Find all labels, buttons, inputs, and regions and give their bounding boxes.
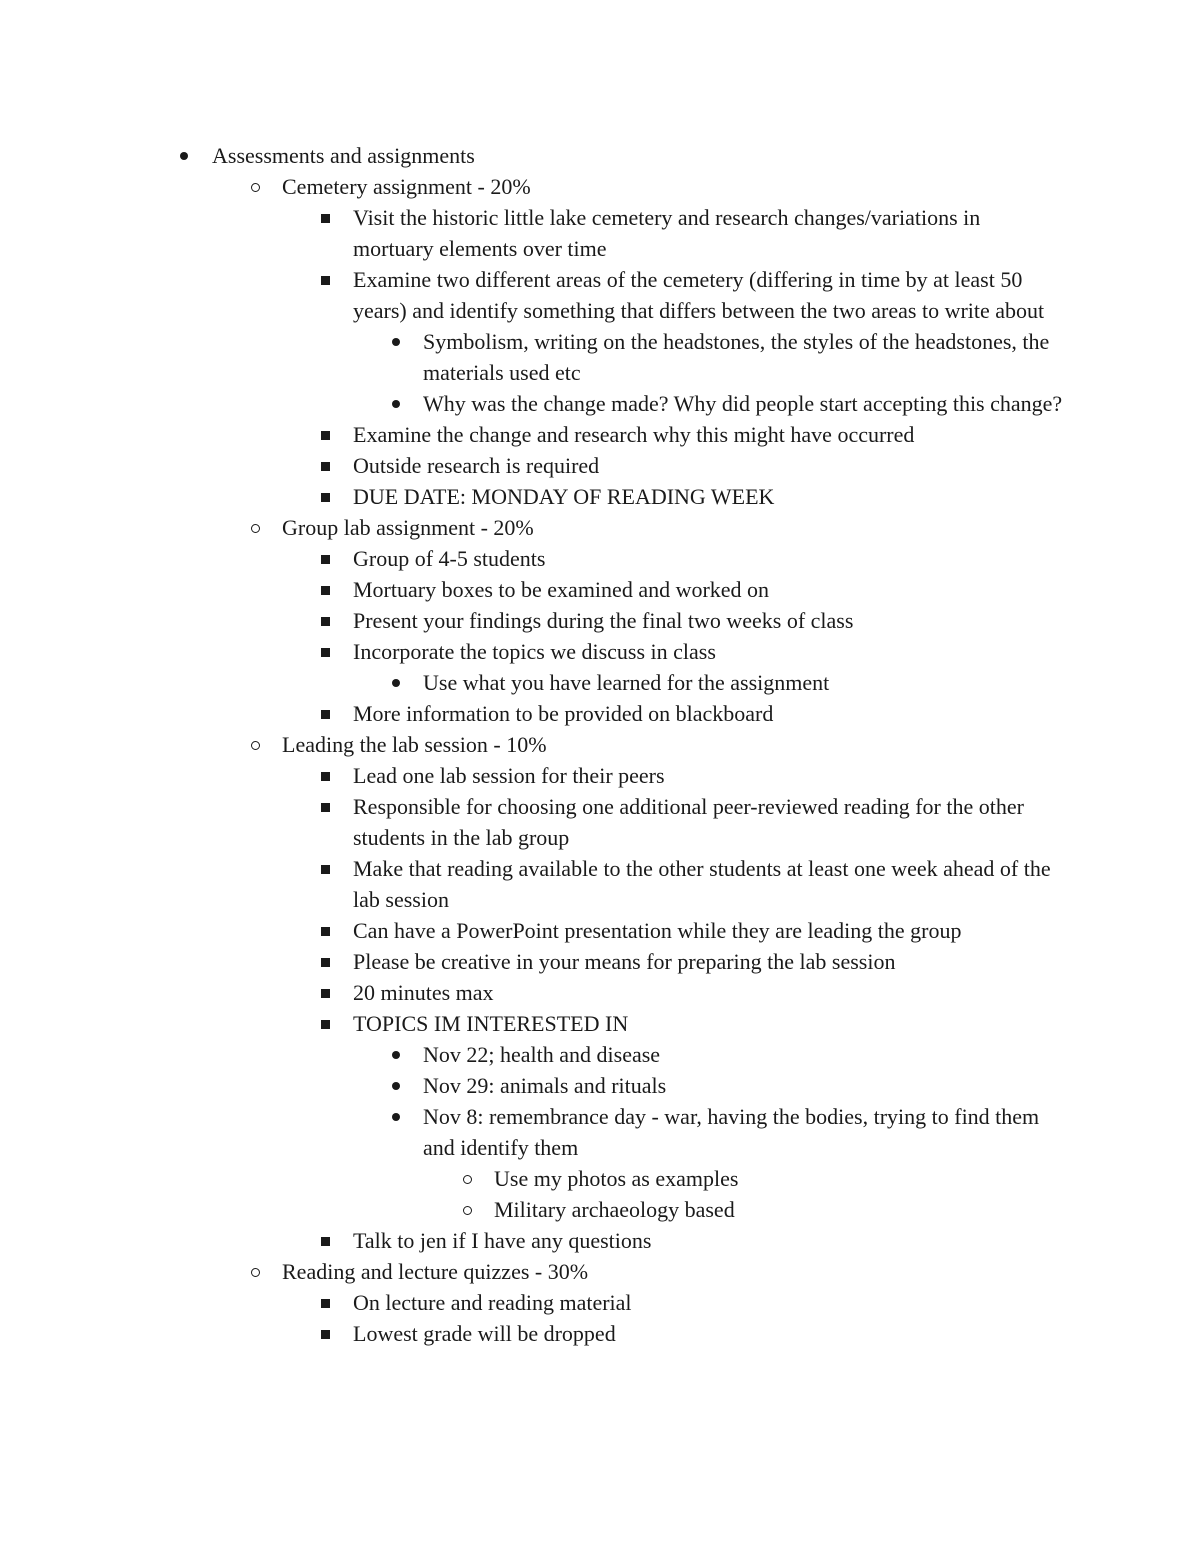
bullet-square-icon — [313, 791, 337, 822]
bullet-square-icon — [313, 1318, 337, 1349]
list-item — [0, 698, 1058, 729]
bullet-circle-icon — [243, 729, 267, 760]
list-item-text: On lecture and reading material — [353, 1290, 632, 1315]
bullet-square-icon — [313, 977, 337, 1008]
bullet-dot-icon — [172, 140, 196, 171]
bullet-dot-icon — [384, 1039, 408, 1070]
bullet-circle-icon — [455, 1163, 479, 1194]
list-item — [0, 512, 1072, 543]
topics-heading: TOPICS IM INTERESTED IN — [353, 1011, 629, 1036]
bullet-square-icon — [313, 202, 337, 233]
list-item — [0, 977, 1058, 1008]
bullet-circle-icon — [243, 512, 267, 543]
list-item — [0, 915, 1058, 946]
list-item — [0, 1008, 1058, 1039]
bullet-circle-icon — [455, 1194, 479, 1225]
list-item — [0, 636, 1058, 667]
list-item-text: Responsible for choosing one additional peer-reviewed reading for the other students in the lab group — [353, 794, 1024, 850]
bullet-circle-icon — [243, 1256, 267, 1287]
list-item-text: Group of 4-5 students — [353, 546, 546, 571]
list-item — [0, 1070, 1063, 1101]
list-item-text: Present your findings during the final two weeks of class — [353, 608, 854, 633]
list-item — [0, 667, 1063, 698]
list-item — [0, 729, 1072, 760]
list-item — [0, 946, 1058, 977]
list-item — [0, 1318, 1058, 1349]
list-item-text: Talk to jen if I have any questions — [353, 1228, 652, 1253]
list-item — [0, 264, 1058, 326]
list-item-text: Make that reading available to the other students at least one week ahead of the lab session — [353, 856, 1051, 912]
bullet-square-icon — [313, 605, 337, 636]
assignment-heading: Leading the lab session - 10% — [282, 732, 547, 757]
assignment-heading: Reading and lecture quizzes - 30% — [282, 1259, 589, 1284]
bullet-square-icon — [313, 636, 337, 667]
bullet-square-icon — [313, 853, 337, 884]
topic-item: Nov 8: remembrance day - war, having the bodies, trying to find them and identify them — [423, 1104, 1040, 1160]
bullet-square-icon — [313, 1287, 337, 1318]
bullet-square-icon — [313, 915, 337, 946]
list-item-text: Visit the historic little lake cemetery and research changes/variations in mortuary elements over time — [353, 205, 981, 261]
list-item — [0, 543, 1058, 574]
bullet-circle-icon — [243, 171, 267, 202]
bullet-square-icon — [313, 946, 337, 977]
list-item-text: Military archaeology based — [494, 1197, 735, 1222]
bullet-square-icon — [313, 481, 337, 512]
list-item-text: Please be creative in your means for preparing the lab session — [353, 949, 896, 974]
bullet-dot-icon — [384, 326, 408, 357]
bullet-square-icon — [313, 760, 337, 791]
list-item-text: Why was the change made? Why did people start accepting this change? — [423, 391, 1063, 416]
list-item — [0, 202, 1058, 264]
list-item — [0, 760, 1058, 791]
list-item — [0, 450, 1058, 481]
list-item — [0, 1256, 1072, 1287]
list-item — [0, 1287, 1058, 1318]
topic-item: Nov 22; health and disease — [423, 1042, 661, 1067]
assignment-heading: Group lab assignment - 20% — [282, 515, 534, 540]
list-item — [0, 605, 1058, 636]
bullet-square-icon — [313, 1225, 337, 1256]
list-item-text: Outside research is required — [353, 453, 600, 478]
list-item — [0, 326, 1063, 388]
list-item-text: Lowest grade will be dropped — [353, 1321, 616, 1346]
list-item-text: Can have a PowerPoint presentation while they are leading the group — [353, 918, 962, 943]
list-item-text: Mortuary boxes to be examined and worked on — [353, 577, 770, 602]
bullet-square-icon — [313, 450, 337, 481]
list-item-text: Use what you have learned for the assignment — [423, 670, 830, 695]
bullet-square-icon — [313, 543, 337, 574]
list-item — [0, 140, 1072, 171]
list-item — [0, 853, 1058, 915]
bullet-square-icon — [313, 1008, 337, 1039]
bullet-dot-icon — [384, 1070, 408, 1101]
section-title: Assessments and assignments — [212, 143, 475, 168]
list-item-text: More information to be provided on blackboard — [353, 701, 774, 726]
due-date-text: DUE DATE: MONDAY OF READING WEEK — [353, 484, 775, 509]
list-item — [0, 1039, 1063, 1070]
bullet-dot-icon — [384, 1101, 408, 1132]
topic-item: Nov 29: animals and rituals — [423, 1073, 667, 1098]
list-item — [0, 171, 1072, 202]
list-item — [0, 1194, 1064, 1225]
assignment-heading: Cemetery assignment - 20% — [282, 174, 531, 199]
list-item-text: Symbolism, writing on the headstones, the styles of the headstones, the materials used etc — [423, 329, 1050, 385]
list-item — [0, 1225, 1058, 1256]
bullet-square-icon — [313, 419, 337, 450]
list-item — [0, 791, 1058, 853]
list-item-text: Examine the change and research why this might have occurred — [353, 422, 915, 447]
bullet-square-icon — [313, 574, 337, 605]
list-item-text: Examine two different areas of the cemetery (differing in time by at least 50 years) and identify something that differs between the two areas to write about — [353, 267, 1045, 323]
bullet-square-icon — [313, 264, 337, 295]
list-item — [0, 388, 1063, 419]
bullet-dot-icon — [384, 667, 408, 698]
list-item — [0, 419, 1058, 450]
list-item — [0, 1163, 1064, 1194]
list-item-text: Incorporate the topics we discuss in class — [353, 639, 716, 664]
notes-page — [0, 140, 1200, 1349]
list-item-text: Use my photos as examples — [494, 1166, 739, 1191]
list-item — [0, 1101, 1063, 1163]
bullet-square-icon — [313, 698, 337, 729]
list-item-text: Lead one lab session for their peers — [353, 763, 665, 788]
list-item-text: 20 minutes max — [353, 980, 494, 1005]
list-item — [0, 481, 1058, 512]
bullet-dot-icon — [384, 388, 408, 419]
list-item — [0, 574, 1058, 605]
